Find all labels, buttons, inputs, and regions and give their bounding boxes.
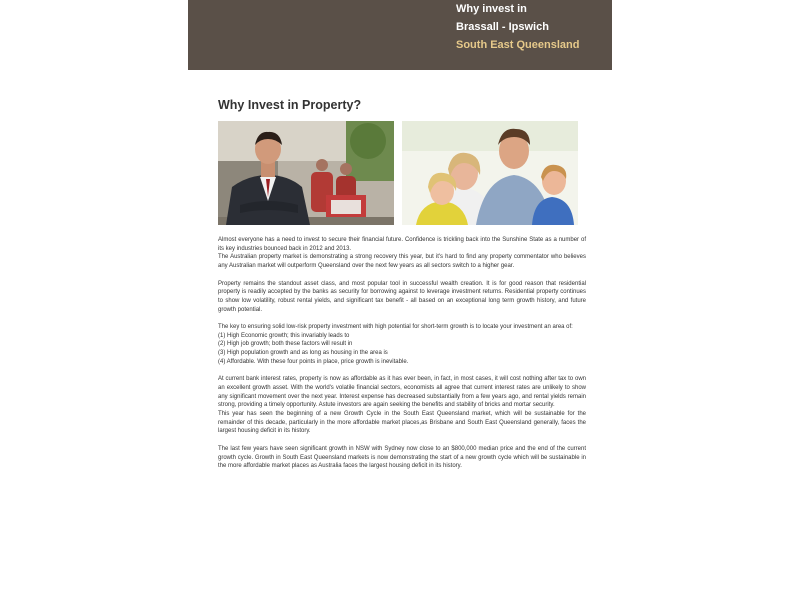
header-title-line-2: Brassall - Ipswich <box>456 21 549 33</box>
paragraph-growth-cycle: This year has seen the beginning of a new Growth Cycle in the South East Queensland market, which will be sustainable for the remainder of this decade, particularly in the more affordable market places,as Brisbane and South East Queensland generally, faces the largest housing deficit in its history. <box>218 411 586 435</box>
businessman-photo <box>218 121 394 225</box>
header-title-line-1: Why invest in <box>456 3 527 15</box>
paragraph-key-points: The key to ensuring solid low-risk property investment with high potential for short-term growth is to locate your investment an area of: <box>218 324 573 330</box>
list-item: (2) High job growth; both these factors will result in <box>218 341 353 348</box>
list-item: (1) High Economic growth; this invariably leads to <box>218 332 350 339</box>
list-item: (4) Affordable. With these four points in place, price growth is inevitable. <box>218 358 409 365</box>
family-photo <box>402 121 578 225</box>
growth-factors-list <box>218 332 586 367</box>
list-item: (3) High population growth and as long as housing in the area is <box>218 350 388 357</box>
paragraph-intro-2: The Australian property market is demonstrating a strong recovery this year, but it's hard to find any property commentator who believes any Australian market will outperform Queensland over the next few years as all sectors switch to a higher gear. <box>218 254 586 270</box>
paragraph-interest-rates: At current bank interest rates, property is now as affordable as it has ever been, in fact, in most cases, it will cost nothing after tax to own an excellent growth asset. With the world's volatile financial sectors, economists all agree that current interest rates are unlikely to show any significant movement over the next year. Interest expense has decreased substantially from a few years ago, and rental yields remain strong, providing a timely opportunity. Astute investors are again seeking the benefits and stability of bricks and mortar security. <box>218 376 586 409</box>
paragraph-asset-class: Property remains the standout asset class, and most popular tool in successful wealth creation. It is for good reason that residential property is readily accepted by the banks as security for borrowing against to leverage investment returns. Residential property continues to show low volatility, robust rental yields, and significant tax benefit - all based on an exceptional long term growth history, and future growth potential. <box>218 280 586 313</box>
paragraph-nsw-growth: The last few years have seen significant growth in NSW with Sydney now close to an $800,000 median price and the end of the current growth cycle. Growth in South East Queensland markets is now demonstrating the start of a new growth cycle which will be sustainable in the more affordable market places as Australia faces the largest housing deficit in its history. <box>218 445 586 470</box>
header-banner <box>188 0 612 70</box>
header-title-line-3: South East Queensland <box>456 39 580 51</box>
paragraph-intro-1: Almost everyone has a need to invest to secure their financial future. Confidence is trickling back into the Sunshine State as a number of its key industries bounced back in 2012 and 2013. <box>218 237 586 252</box>
page-title: Why Invest in Property? <box>218 98 362 112</box>
article-body <box>218 236 586 480</box>
